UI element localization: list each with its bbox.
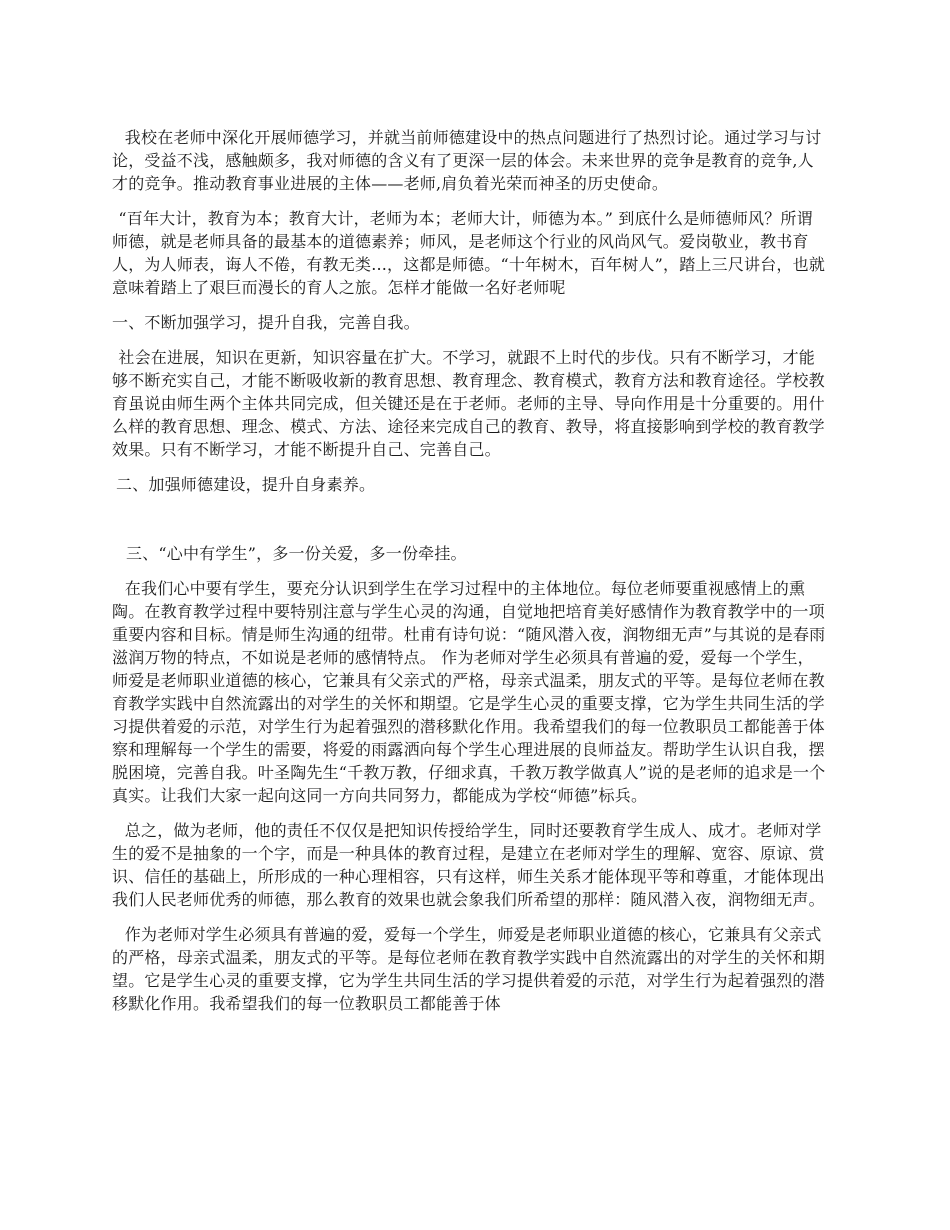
paragraph-conclusion: 总之，做为老师，他的责任不仅仅是把知识传授给学生，同时还要教育学生成人、成才。老师对学生的爱不是抽象的一个字，而是一种具体的教育过程，是建立在老师对学生的理解、宽容、原谅、赏识、信任的基础上，所形成的一种心理相容，只有这样，师生关系才能体现平等和尊重，才能体现出我们人民老师优秀的师德，那么教育的效果也就会象我们所希望的那样：随风潜入夜，润物细无声。 bbox=[112, 821, 825, 909]
paragraph-students-in-heart: 在我们心中要有学生，要充分认识到学生在学习过程中的主体地位。每位老师要重视感情上的熏陶。在教育教学过程中要特别注意与学生心灵的沟通，自觉地把培育美好感情作为教育教学中的一项重要内容和目标。情是师生沟通的纽带。杜甫有诗句说：“随风潜入夜，润物细无声”与其说的是春雨滋润万物的特点，不如说是老师的感情特点。 作为老师对学生必须具有普遍的爱，爱每一个学生，师爱是老师职业道德的核心，它兼具有父亲式的严格，母亲式温柔，朋友式的平等。是每位老师在教育教学实践中自然流露出的对学生的关怀和期望。它是学生心灵的重要支撑，它为学生共同生活的学习提供着爱的示范，对学生行为起着强烈的潜移默化作用。我希望我们的每一位教职员工都能善于体察和理解每一个学生的需要，将爱的雨露洒向每个学生心理进展的良师益友。帮助学生认识自我，摆脱困境，完善自我。叶圣陶先生“千教万教，仔细求真，千教万教学做真人”说的是老师的追求是一个真实。让我们大家一起向这同一方向共同努力，都能成为学校“师德”标兵。 bbox=[112, 579, 826, 805]
section-heading-2: 二、加强师德建设，提升自身素养。 bbox=[116, 475, 376, 494]
document-body bbox=[112, 126, 828, 1027]
blank-space bbox=[112, 508, 828, 542]
paragraph-intro: 我校在老师中深化开展师德学习，并就当前师德建设中的热点问题进行了热烈讨论。通过学习与讨论，受益不浅，感触颇多，我对师德的含义有了更深一层的体会。未来世界的竞争是教育的竞争,人才的竞争。推动教育事业进展的主体——老师,肩负着光荣而神圣的历史使命。 bbox=[112, 128, 822, 193]
paragraph-universal-love: 作为老师对学生必须具有普遍的爱，爱每一个学生，师爱是老师职业道德的核心，它兼具有父亲式的严格，母亲式温柔，朋友式的平等。是每位老师在教育教学实践中自然流露出的对学生的关怀和期望。它是学生心灵的重要支撑，它为学生共同生活的学习提供着爱的示范，对学生行为起着强烈的潜移默化作用。我希望我们的每一位教职员工都能善于体 bbox=[112, 925, 825, 1013]
paragraph-what-is-teacher-ethics: “百年大计，教育为本；教育大计，老师为本；老师大计，师德为本。” 到底什么是师德师风？所谓师德，就是老师具备的最基本的道德素养；师风，是老师这个行业的风尚风气。爱岗敬业，教书育人，为人师表，诲人不倦，有教无类...，这都是师德。“十年树木，百年树人”，踏上三尺讲台，也就意味着踏上了艰巨而漫长的育人之旅。怎样才能做一名好老师呢 bbox=[112, 209, 826, 297]
section-heading-3: 三、“心中有学生”，多一份关爱，多一份牵挂。 bbox=[126, 544, 467, 563]
section-heading-1: 一、不断加强学习，提升自我，完善自我。 bbox=[112, 313, 420, 332]
paragraph-continuous-learning: 社会在进展，知识在更新，知识容量在扩大。不学习，就跟不上时代的步伐。只有不断学习，才能够不断充实自己，才能不断吸收新的教育思想、教育理念、教育模式，教育方法和教育途径。学校教育虽说由师生两个主体共同完成，但关键还是在于老师。老师的主导、导向作用是十分重要的。用什么样的教育思想、理念、模式、方法、途径来完成自己的教育、教导，将直接影响到学校的教育教学效果。只有不断学习，才能不断提升自己、完善自己。 bbox=[112, 348, 825, 459]
